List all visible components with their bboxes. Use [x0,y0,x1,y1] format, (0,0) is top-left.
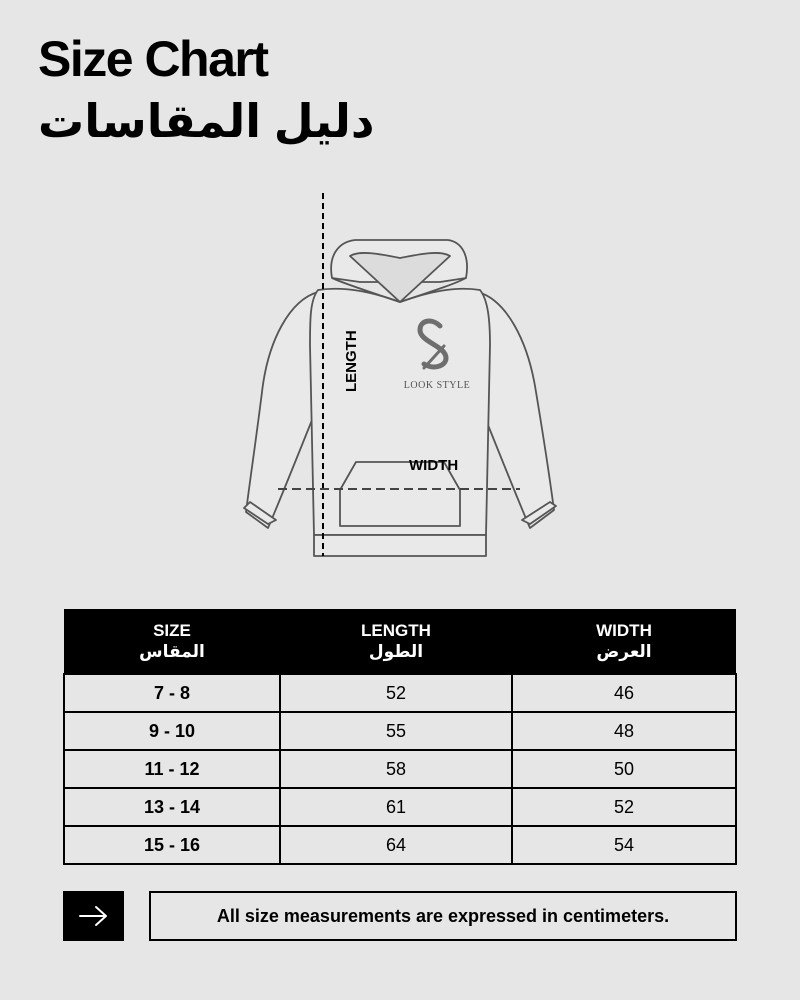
page-title: Size Chart [38,31,268,87]
table-row [64,750,736,788]
width-cell: 52 [512,788,736,826]
length-cell: 61 [280,788,512,826]
length-cell: 52 [280,674,512,712]
table-header-row [64,609,736,674]
width-column-header [512,609,736,674]
table-row [64,826,736,864]
width-label: WIDTH [409,457,459,474]
page-title-arabic: دليل المقاسات [38,95,375,147]
length-cell: 55 [280,712,512,750]
brand-text: LOOK STYLE [403,380,471,391]
length-header-ar: الطول [368,642,424,661]
width-cell: 50 [512,750,736,788]
width-header-en: WIDTH [596,620,652,640]
length-header-en: LENGTH [361,620,431,640]
arrow-button [63,891,124,941]
width-header-ar: العرض [596,642,652,661]
length-column-header [280,609,512,674]
length-cell: 58 [280,750,512,788]
width-cell: 46 [512,674,736,712]
hoodie-icon [244,240,556,556]
size-header-ar: المقاس [139,642,205,661]
arrow-right-icon [78,904,110,928]
size-cell: 11 - 12 [64,750,280,788]
width-cell: 54 [512,826,736,864]
size-header-en: SIZE [153,620,191,640]
size-cell: 13 - 14 [64,788,280,826]
size-table [63,609,737,865]
length-label: LENGTH [343,330,360,392]
size-cell: 15 - 16 [64,826,280,864]
size-cell: 9 - 10 [64,712,280,750]
size-column-header [64,609,280,674]
width-cell: 48 [512,712,736,750]
measurement-note-text: All size measurements are expressed in centimeters. [216,905,670,926]
table-row [64,712,736,750]
length-cell: 64 [280,826,512,864]
measurement-note [149,891,737,941]
table-row [64,674,736,712]
table-row [64,788,736,826]
size-cell: 7 - 8 [64,674,280,712]
